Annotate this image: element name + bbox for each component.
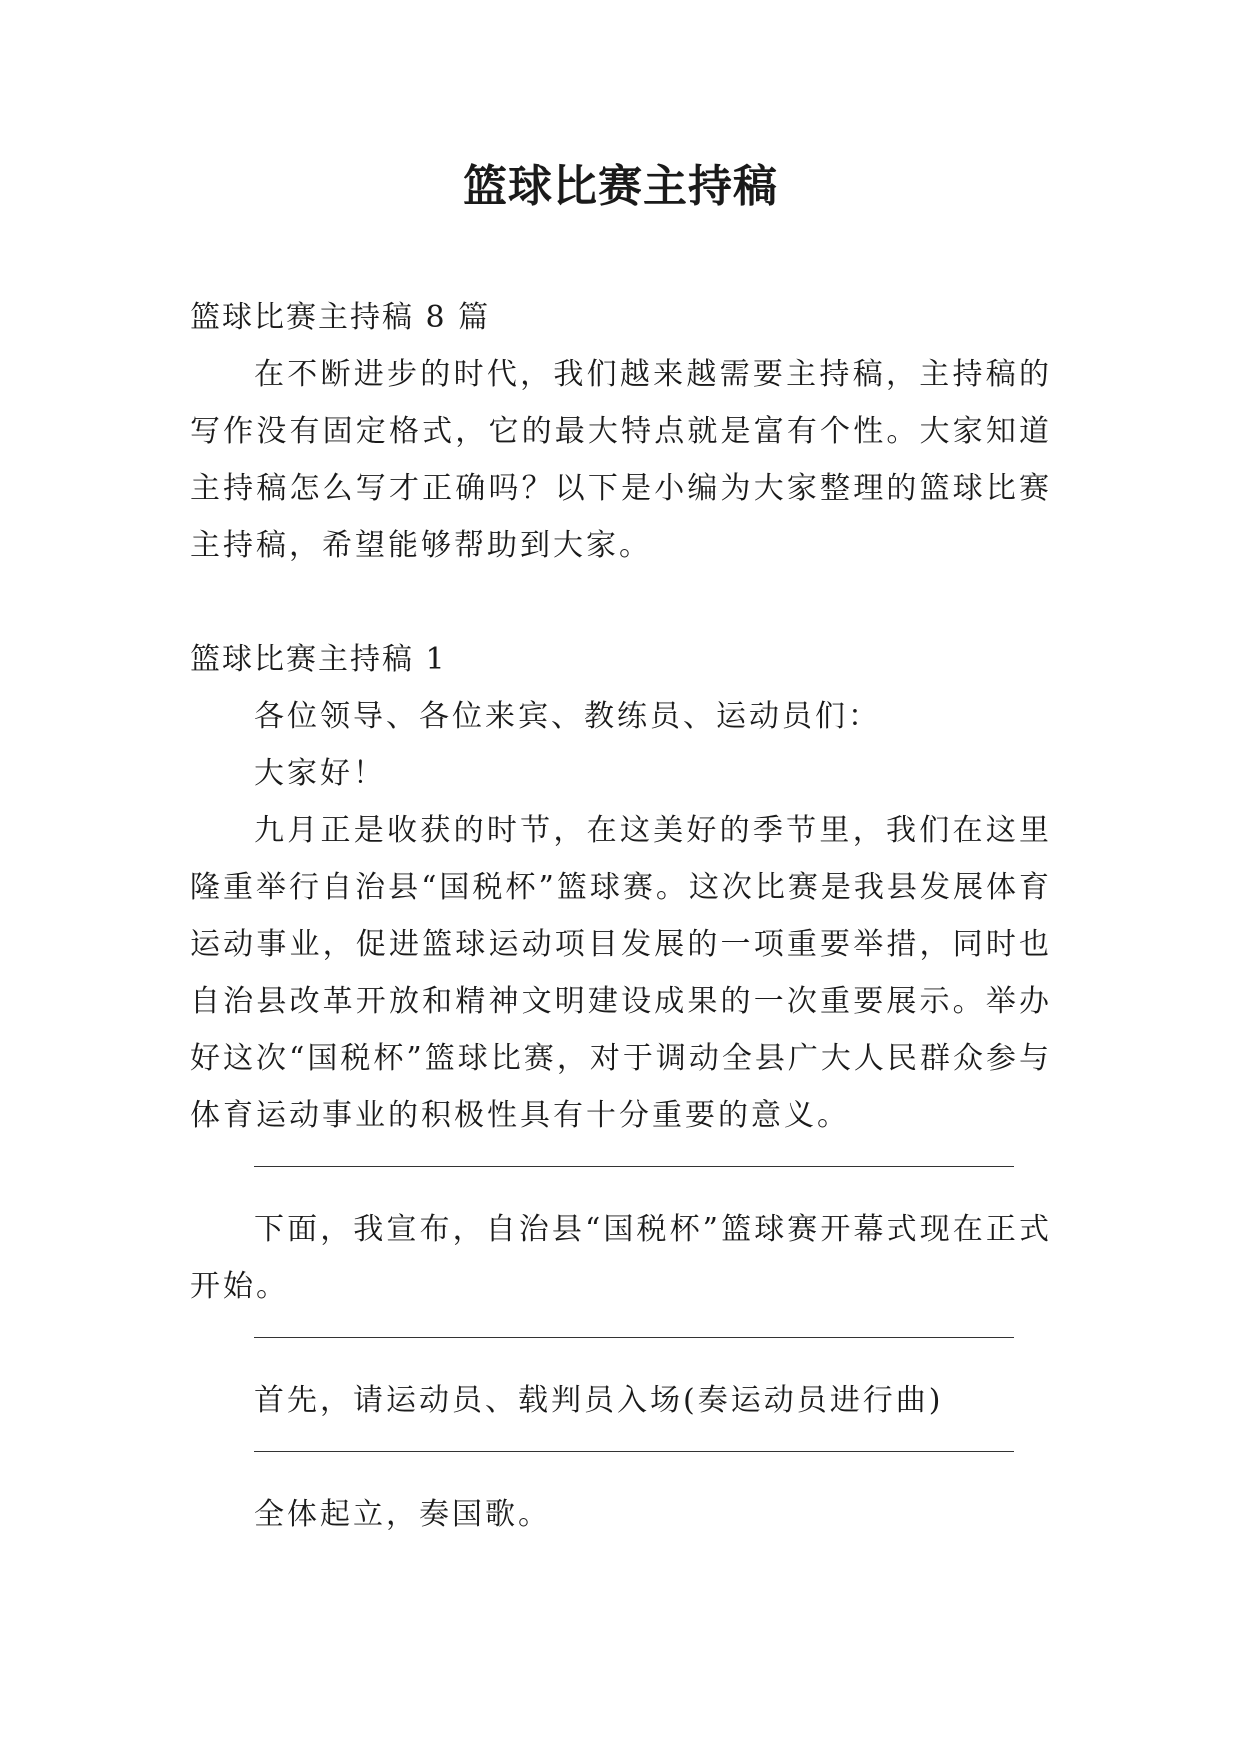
section-heading: 篮球比赛主持稿 1 [190, 642, 447, 677]
dash-divider [254, 1429, 1052, 1486]
hello-line: 大家好！ [254, 756, 386, 791]
greeting: 各位领导、各位来宾、教练员、运动员们： [254, 699, 881, 734]
entrance-line: 首先，请运动员、载判员入场(奏运动员进行曲) [254, 1383, 944, 1418]
intro-paragraph: 在不断进步的时代，我们越来越需要主持稿，主持稿的写作没有固定格式，它的最大特点就是富有个性。大家知道主持稿怎么写才正确吗？以下是小编为大家整理的篮球比赛主持稿，希望能够帮助到大家。 [190, 357, 1052, 563]
dash-divider [254, 1315, 1052, 1372]
announce-paragraph: 下面，我宣布，自治县“国税杯”篮球赛开幕式现在正式开始。 [190, 1212, 1052, 1304]
document-title: 篮球比赛主持稿 [463, 161, 778, 212]
dash-divider [254, 1144, 1052, 1201]
opening-paragraph: 九月正是收获的时节，在这美好的季节里，我们在这里隆重举行自治县“国税杯”篮球赛。这次比赛是我县发展体育运动事业，促进篮球运动项目发展的一项重要举措，同时也自治县改革开放和精神文明建设成果的一次重要展示。举办好这次“国税杯”篮球比赛，对于调动全县广大人民群众参与体育运动事业的积极性具有十分重要的意义。 [190, 813, 1052, 1133]
spacer [190, 574, 1052, 631]
anthem-line: 全体起立，奏国歌。 [254, 1497, 551, 1532]
document-body [190, 289, 1052, 1543]
subtitle: 篮球比赛主持稿 8 篇 [190, 300, 491, 335]
